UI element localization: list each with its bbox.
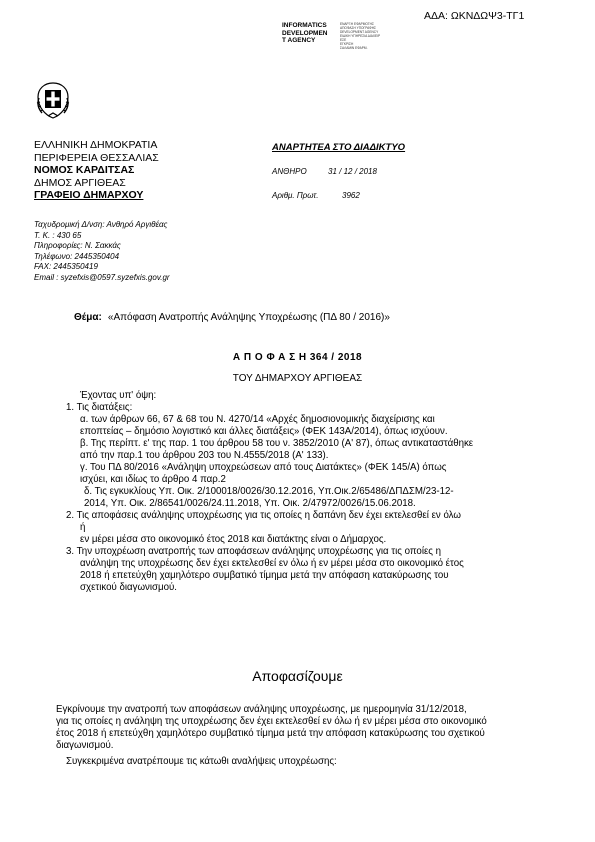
subject-label: Θέμα: [74,312,102,323]
body-line: 2014, Υπ. Οικ. 2/86541/0026/24.11.2018, Υπ. Οικ. 2/47972/0026/15.06.2018. [84,498,416,509]
body-line: από την παρ.1 του άρθρου 203 του Ν.4555/2018 (Α' 133). [80,450,329,461]
body-line: δ. Τις εγκυκλίους Υπ. Οικ. 2/100018/0026/30.12.2016, Υπ.Οικ.2/65486/ΔΠΔΣΜ/23-12- [84,486,454,497]
agency-fine-print: ΕΝΑΡΞΗ ΕΦΑΡΜΟΓΗΣ ΑΠΟΦΑΣΗ ΥΠΟΓΡΑΦΗΣ DEVELOPMENT AGENCY ΕΙΔΙΚΗ ΥΠΗΡΕΣΙΑ ΔΙΑΧΕΙΡ ΕΣΕ ΕΓΚΡΙΣΗ ΣΑΛΑΜΙΝ ΕΦΑΡΜ. [340,22,381,50]
body-line: 1. Τις διατάξεις: [66,402,133,413]
municipality-line: ΔΗΜΟΣ ΑΡΓΙΘΕΑΣ [34,176,126,189]
subject-text: «Απόφαση Ανατροπής Ανάληψης Υποχρέωσης (ΠΔ 80 / 2016)» [107,312,390,323]
phone: Τηλέφωνο: 2445350404 [34,251,120,261]
greek-coat-of-arms-icon [34,80,72,120]
body-line: 2. Τις αποφάσεις ανάληψης υποχρέωσης για τις οποίες η δαπάνη δεν έχει εκτελεσθεί εν όλω [66,510,461,521]
body-line: ανάληψη της υποχρέωσης δεν έχει εκτελεσθεί εν όλω ή εν μέρει μέσα στο οικονομικό έτος [80,558,464,569]
body-line: εποπτείας – δημόσιο λογιστικό και άλλες διατάξεις» (ΦΕΚ 143Α/2014), όπως ισχύουν. [80,426,448,437]
republic-line: ΕΛΛΗΝΙΚΗ ΔΗΜΟΚΡΑΤΙΑ [34,139,158,151]
place-label: ΑΝΘΗΡΟ [272,167,307,176]
contact-block [34,220,170,283]
informatics-agency-label: INFORMATICS DEVELOPMEN T AGENCY [282,22,328,44]
ada-code: ΑΔΑ: ΩΚΝΔΩΨ3-ΤΓ1 [424,10,525,22]
body-line: β. Της περίπτ. ε' της παρ. 1 του άρθρου 58 του ν. 3852/2010 (Α' 87), όπως αντικαταστάθηκε [80,438,474,449]
postal-address: Ταχυδρομική Δ/νση: Ανθηρό Αργιθέας [34,220,168,229]
body-line: σχετικού διαγωνισμού. [80,582,177,593]
fax: FAX: 2445350419 [34,262,98,271]
body-line: ισχύει, και ιδίως το άρθρο 4 παρ.2 [80,474,226,485]
mayor-title: ΤΟΥ ΔΗΜΑΡΧΟΥ ΑΡΓΙΘΕΑΣ [232,373,363,384]
email: Email : syzefxis@0597.syzefxis.gov.gr [34,272,170,282]
information-contact: Πληροφορίες: Ν. Σακκάς [34,241,121,250]
protocol-label: Αριθμ. Πρωτ. [272,191,319,200]
date-value: 31 / 12 / 2018 [328,167,377,176]
protocol-number [272,191,360,200]
body-line: 3. Την υποχρέωση ανατροπής των αποφάσεων ανάληψης υποχρέωσης για τις οποίες η [66,546,442,557]
office-line: ΓΡΑΦΕΙΟ ΔΗΜΑΡΧΟΥ [34,189,144,201]
conclusion-line: έτος 2018 ή επετεύχθη χαμηλότερο συμβατικό τίμημα μετά την απόφαση κατακύρωσης του σχετικού [56,728,485,739]
issuer-header [34,139,159,202]
body-line: ή [80,522,86,533]
conclusion-line: διαγωνισμού. [56,740,114,751]
decision-title: Α Π Ο Φ Α Σ Η 364 / 2018 [232,352,363,363]
subject-line [74,312,390,323]
body-line: 2018 ή επετεύχθη χαμηλότερο συμβατικό τίμημα μετά την απόφαση κατακύρωσης του [80,570,449,581]
postal-code: Τ. Κ. : 430 65 [34,230,82,240]
region-line: ΠΕΡΙΦΕΡΕΙΑ ΘΕΣΣΑΛΙΑΣ [34,151,159,164]
place-date [272,167,377,176]
body-line: εν μέρει μέσα στο οικονομικό έτος 2018 και διατάκτης είναι ο Δήμαρχος. [80,534,387,545]
conclusion-line: Συγκεκριμένα ανατρέπουμε τις κάτωθι αναλήψεις υποχρέωσης: [66,756,337,767]
body-line: γ. Του ΠΔ 80/2016 «Ανάληψη υποχρεώσεων από τους Διατάκτες» (ΦΕΚ 145/Α) όπως [80,462,447,473]
conclusion-line: για τις οποίες η ανάληψη της υποχρέωσης δεν έχει εκτελεσθεί εν όλω ή εν μέρει μέσα στο οικονομικό [56,716,487,727]
prefecture-line: ΝΟΜΟΣ ΚΑΡΔΙΤΣΑΣ [34,164,135,176]
internet-posting-notice: ΑΝΑΡΤΗΤΕΑ ΣΤΟ ΔΙΑΔΙΚΤΥΟ [272,142,406,153]
body-line: α. των άρθρων 66, 67 & 68 του Ν. 4270/14 «Αρχές δημοσιονομικής διαχείρισης και [80,414,435,425]
conclusion-line: Εγκρίνουμε την ανατροπή των αποφάσεων ανάληψης υποχρέωσης, με ημερομηνία 31/12/2018, [56,704,467,715]
decision-heading: Αποφασίζουμε [252,668,343,684]
protocol-value: 3962 [342,191,360,200]
body-line: Έχοντας υπ' όψη: [80,390,157,401]
